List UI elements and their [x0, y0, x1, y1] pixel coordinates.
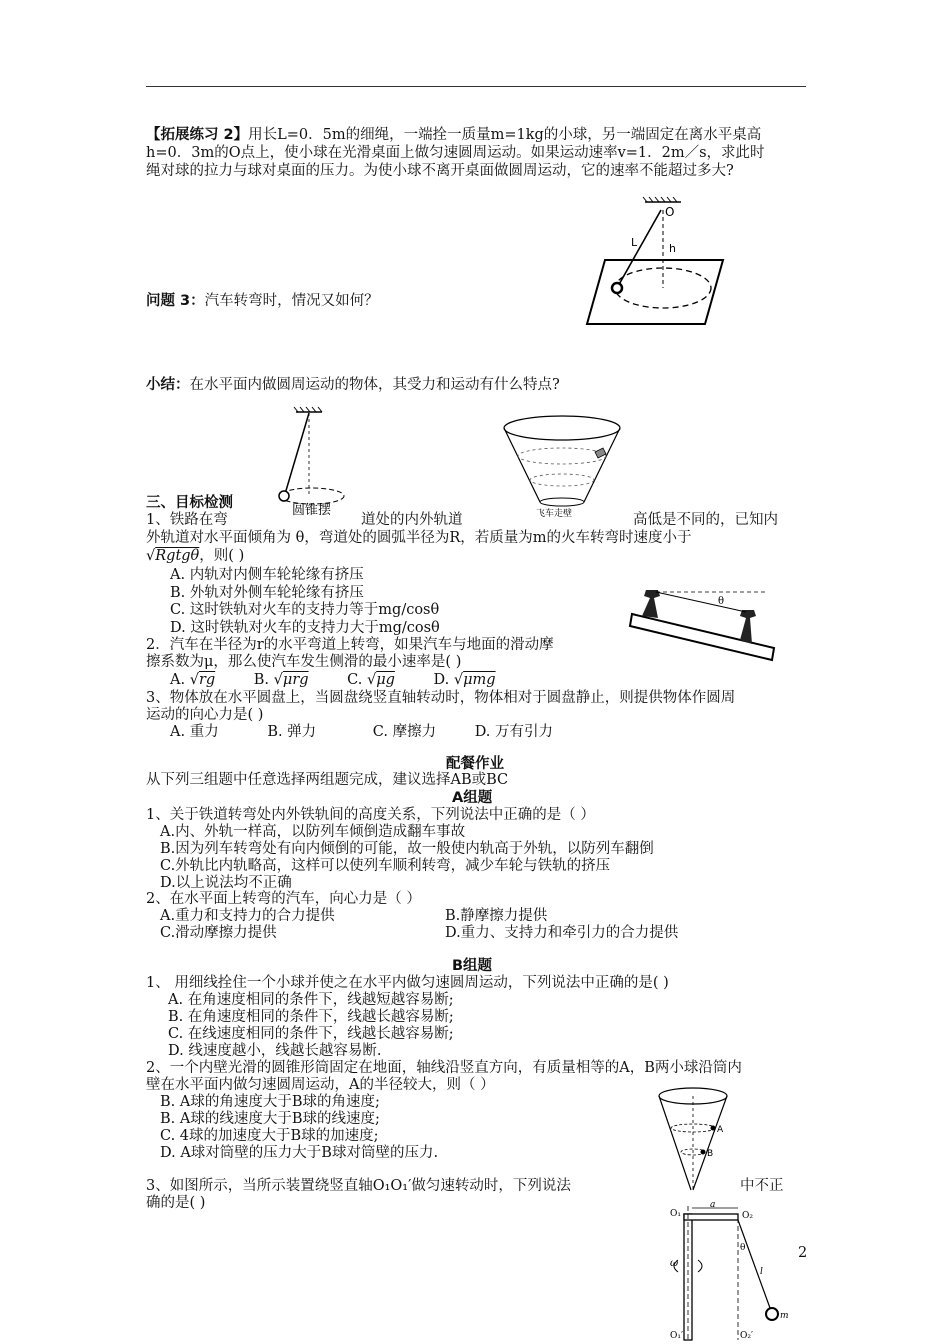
cone-label-A: A	[717, 1125, 724, 1135]
group-b-title: B组题	[452, 958, 493, 974]
group-b-q2-line-2: 壁在水平面内做匀速圆周运动，A的半径较大，则（ ）	[146, 1077, 495, 1093]
cone-pendulum-figure	[272, 408, 372, 518]
s3-q2-options: A. √rg B. √μrg C. √μg D. √μmg	[170, 672, 496, 688]
s3-q1-option-a: A. 内轨对内侧车轮轮缘有挤压	[170, 567, 364, 583]
rail-theta-label: θ	[718, 596, 725, 607]
group-a-q2-option-b: B.静摩擦力提供	[445, 908, 548, 924]
group-b-q1-option-c: C. 在线速度相同的条件下，线越长越容易断;	[168, 1026, 454, 1042]
ext2-line-2: h=0．3m的O点上，使小球在光滑桌面上做匀速圆周运动。如果运动速率v=1．2m／s，求此时	[146, 145, 765, 161]
header-rule	[146, 86, 806, 87]
s3-q1-part-a: 1、铁路在弯	[146, 512, 228, 528]
frame-label-theta: θ	[740, 1243, 746, 1253]
frame-label-m: m	[780, 1311, 789, 1321]
group-b-q1-option-b: B. 在角速度相同的条件下，线越长越容易断;	[168, 1009, 454, 1025]
s3-q1-option-c: C. 这时铁轨对火车的支持力等于mg/cosθ	[170, 602, 440, 618]
label-h: h	[669, 242, 676, 255]
group-b-q1-option-a: A. 在角速度相同的条件下，线越短越容易断;	[168, 992, 454, 1008]
group-b-q2-line-1: 2、一个内壁光滑的圆锥形筒固定在地面，轴线沿竖直方向，有质量相等的A，B两小球沿筒内	[146, 1060, 742, 1076]
s3-q1-part-b: 道处的内外轨道	[361, 512, 463, 528]
frame-label-omega: ω	[670, 1258, 679, 1269]
group-a-q2-option-d: D.重力、支持力和牵引力的合力提供	[445, 925, 679, 941]
group-a-q1-option-b: B.因为列车转弯处有向内倾倒的可能，故一般使内轨高于外轨，以防列车翻倒	[160, 841, 654, 857]
s3-q1-part-c: 高低是不同的，已知内	[633, 512, 778, 528]
group-a-q1-option-d: D.以上说法均不正确	[160, 875, 292, 891]
group-a-q2: 2、在水平面上转弯的汽车，向心力是（ ）	[146, 891, 421, 907]
frame-label-l: l	[760, 1267, 763, 1277]
group-a-q2-option-c: C.滑动摩擦力提供	[160, 925, 277, 941]
group-a-q1: 1、关于铁道转弯处内外铁轨间的高度关系，下列说法中正确的是（ ）	[146, 807, 595, 823]
label-O: O	[665, 205, 675, 219]
summary: 小结：在水平面内做圆周运动的物体，其受力和运动有什么特点?	[146, 377, 560, 393]
group-a-q1-option-c: C.外轨比内轨略高，这样可以使列车顺利转弯，减少车轮与铁轨的挤压	[160, 858, 611, 874]
cone-figure	[655, 1086, 735, 1196]
cone-pendulum-label: 圆锥摆	[292, 503, 332, 518]
frame-label-a: a	[710, 1200, 716, 1210]
s3-q3-line-2: 运动的向心力是( )	[146, 707, 264, 723]
s3-q2-line-2: 擦系数为μ，那么使汽车发生侧滑的最小速率是( )	[146, 654, 462, 670]
s3-q1-option-b: B. 外轨对外侧车轮轮缘有挤压	[170, 585, 364, 601]
rotating-frame-figure	[668, 1200, 800, 1341]
s3-q3-line-1: 3、物体放在水平圆盘上，当圆盘绕竖直轴转动时，物体相对于圆盘静止，则提供物体作圆周	[146, 690, 736, 706]
frame-label-O2: O₂	[742, 1211, 753, 1221]
section3-title: 三、目标检测	[146, 495, 233, 511]
group-a-q1-option-a: A.内、外轨一样高，以防列车倾倒造成翻车事故	[160, 824, 466, 840]
frame-label-O1-prime: O₁′	[670, 1331, 684, 1341]
group-b-q1: 1、 用细线拴住一个小球并使之在水平内做匀速圆周运动，下列说法中正确的是( )	[146, 975, 669, 991]
group-b-q2-option-d: D. A球对筒壁的压力大于B球对筒壁的压力.	[160, 1145, 439, 1161]
frame-label-O1: O₁	[670, 1209, 681, 1219]
group-b-q2-option-b: B. A球的线速度大于B球的线速度;	[160, 1111, 380, 1127]
group-a-q2-option-a: A.重力和支持力的合力提供	[160, 908, 335, 924]
group-b-q2-option-a: B. A球的角速度大于B球的角速度;	[160, 1094, 380, 1110]
ext2-line-3: 绳对球的拉力与球对桌面的压力。为使小球不离开桌面做圆周运动，它的速率不能超过多大?	[146, 163, 734, 179]
s3-q1-option-d: D. 这时铁轨对火车的支持力大于mg/cosθ	[170, 620, 440, 636]
s3-q1-line-3: √Rgtgθ，则( )	[146, 548, 245, 564]
group-b-q3-part-a: 3、如图所示，当所示装置绕竖直轴O₁O₁′做匀速转动时，下列说法	[146, 1178, 571, 1194]
group-a-title: A组题	[452, 790, 493, 806]
homework-intro: 从下列三组题中任意选择两组题完成，建议选择AB或BC	[146, 772, 509, 788]
table-ball-figure	[585, 196, 725, 328]
group-b-q3-line-2: 确的是( )	[146, 1195, 206, 1211]
group-b-q2-option-c: C. 4球的加速度大于B球的加速度;	[160, 1128, 379, 1144]
flying-car-label: 飞车走壁	[536, 509, 573, 519]
flying-car-figure	[500, 414, 630, 518]
label-L: L	[631, 236, 638, 249]
frame-label-O2-prime: O₂′	[740, 1331, 754, 1341]
rail-figure	[628, 578, 778, 668]
group-b-q1-option-d: D. 线速度越小，线越长越容易断.	[168, 1043, 382, 1059]
ext2-line-1: 【拓展练习 2】用长L=0．5m的细绳，一端拴一质量m=1kg的小球，另一端固定在离水平桌高	[146, 127, 762, 143]
s3-q1-line-2: 外轨道对水平面倾角为 θ，弯道处的圆弧半径为R，若质量为m的火车转弯时速度小于	[146, 530, 692, 546]
cone-label-B: B	[707, 1149, 714, 1159]
group-b-q3-part-b: 中不正	[740, 1178, 784, 1194]
homework-title: 配餐作业	[446, 756, 504, 772]
s3-q2-line-1: 2．汽车在半径为r的水平弯道上转弯，如果汽车与地面的滑动摩	[146, 637, 554, 653]
page-number: 2	[798, 1245, 808, 1261]
question-3: 问题 3：汽车转弯时，情况又如何？	[146, 293, 379, 309]
s3-q3-options: A. 重力 B. 弹力 C. 摩擦力 D. 万有引力	[170, 724, 554, 740]
